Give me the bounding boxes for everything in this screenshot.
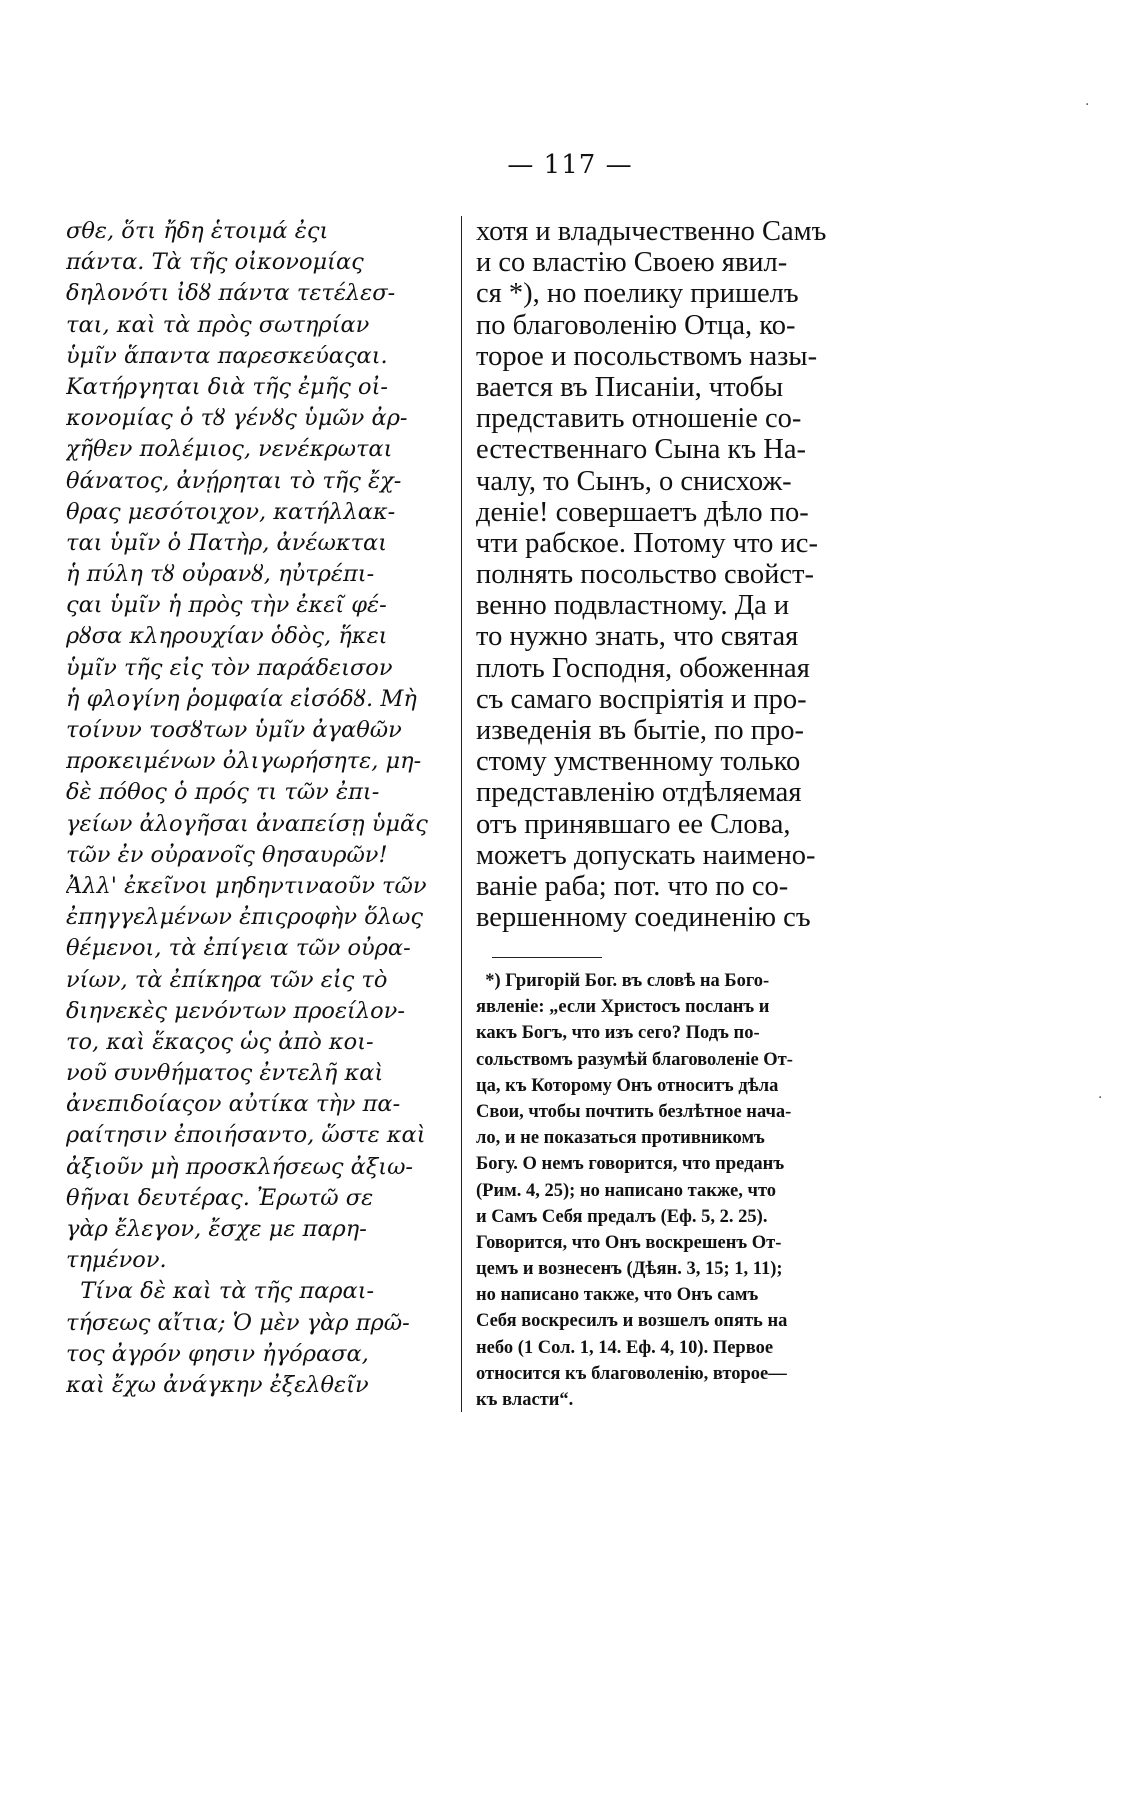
greek-text-line: γείων ἀλογῆσαι ἀναπείσῃ ὑμᾶς [66, 810, 428, 837]
greek-text-line: γὰρ ἔλεγον, ἔσχε με παρη- [66, 1216, 367, 1242]
column-divider [461, 216, 462, 1412]
greek-text-line: θρας μεσότοιχον, κατήλλακ- [66, 498, 396, 525]
footnote-rule [492, 957, 602, 958]
russian-text-line: можетъ допускать наимено- [476, 839, 816, 871]
greek-text-line: τῶν ἐν οὐρανοῖς θησαυρῶν! [66, 841, 388, 868]
russian-text-line: плоть Господня, обоженная [476, 652, 810, 684]
greek-text-line: προκειμένων ὀλιγωρήσητε, μη- [66, 748, 422, 775]
page-number: — 117 — [507, 150, 633, 180]
greek-text-line: ὑμῖν τῆς εἰς τὸν παράδεισον [66, 654, 393, 681]
russian-text-line: хотя и владычественно Самъ [476, 216, 827, 247]
russian-text-line: отъ принявшаго ее Слова, [476, 808, 791, 840]
footnote-line: Говорится, что Онъ воскрешенъ От- [476, 1232, 782, 1253]
footnote-line: но написано также, что Онъ самъ [476, 1285, 759, 1306]
greek-text-line: ἡ φλογίνη ῥομφαία εἰσόδȣ. Μὴ [66, 685, 417, 712]
greek-text-line: ἡ πύλη τȣ οὐρανȣ, ηὐτρέπι- [66, 561, 375, 588]
greek-text-line: ἀξιοῦν μὴ προσκλήσεως ἀξιω- [66, 1153, 414, 1180]
russian-text-line: вершенному соединенію съ [476, 902, 811, 934]
footnote [476, 968, 886, 1413]
greek-text-line: θάνατος, ἀνῄρηται τὸ τῆς ἔχ- [66, 467, 402, 494]
footnote-line: ло, и не показаться противникомъ [476, 1128, 765, 1149]
footnote-line: сольствомъ разумѣй благоволеніе От- [476, 1049, 793, 1070]
greek-text-line: τοίνυν τοσȣτων ὑμῖν ἀγαθῶν [66, 717, 402, 743]
russian-text-line: то нужно знать, что святая [476, 621, 799, 653]
footnote-line: какъ Богъ, что изъ сего? Подъ по- [476, 1023, 760, 1044]
russian-text-line: вается въ Писаніи, чтобы [476, 371, 784, 403]
footnote-line: *) Григорій Бог. въ словѣ на Бого- [476, 971, 770, 991]
russian-text-line: стому умственному только [476, 746, 801, 778]
russian-text-column [476, 216, 886, 933]
russian-text-line: съ самаго воспріятія и про- [476, 683, 807, 715]
greek-text-line: ραίτησιν ἐποιήσαντο, ὥστε καὶ [66, 1122, 426, 1149]
footnote-line: и Самъ Себя предалъ (Еф. 5, 2. 25). [476, 1206, 768, 1227]
footnote-line: Себя воскресилъ и возшелъ опять на [476, 1311, 788, 1332]
footnote-line: (Рим. 4, 25); но написано также, что [476, 1180, 777, 1201]
greek-text-line: κονομίας ὁ τȣ γένȣς ὑμῶν ἀρ- [66, 405, 408, 432]
footnote-line: явленіе: „если Христосъ посланъ и [476, 997, 770, 1018]
greek-text-line: τημένον. [66, 1247, 167, 1274]
footnote-line: цемъ и вознесенъ (Дѣян. 3, 15; 1, 11); [476, 1259, 783, 1280]
russian-text-line: и со властію Своею явил- [476, 247, 788, 279]
russian-text-line: полнять посольство свойст- [476, 559, 814, 591]
greek-text-line: σθε, ὅτι ἤδη ἑτοιμά ἐςι [66, 218, 329, 244]
greek-text-line: διηνεκὲς μενόντων προείλον- [66, 997, 405, 1024]
russian-text-line: чалу, то Сынъ, о снисхож- [476, 465, 792, 497]
greek-text-line: το, καὶ ἕκαςος ὡς ἀπὸ κοι- [66, 1028, 374, 1055]
greek-text-line: Κατήργηται διὰ τῆς ἐμῆς οἰ- [66, 373, 388, 400]
russian-text-line: ся *), но поелику пришелъ [476, 278, 799, 310]
greek-text-line: ἐπηγγελμένων ἐπιςροφὴν ὅλως [66, 904, 424, 931]
russian-text-line: торое и посольствомъ назы- [476, 340, 818, 372]
footnote-line: ца, къ Которому Онъ относитъ дѣла [476, 1075, 779, 1096]
footnote-line: Свои, чтобы почтить безлѣтное нача- [476, 1101, 792, 1122]
footnote-line: Богу. О немъ говорится, что преданъ [476, 1154, 785, 1175]
greek-text-line: ρȣσα κληρουχίαν ὁδὸς, ἥκει [66, 623, 388, 650]
russian-text-line: представить отношеніе со- [476, 403, 802, 435]
greek-text-line: δὲ πόθος ὁ πρός τι τῶν ἐπι- [66, 779, 380, 806]
russian-text-line: деніе! совершаетъ дѣло по- [476, 496, 809, 528]
russian-text-line: по благоволенію Отца, ко- [476, 309, 796, 341]
greek-text-line: καὶ ἔχω ἀνάγκην ἐξελθεῖν [66, 1371, 369, 1398]
greek-text-line: νίων, τὰ ἐπίκηρα τῶν εἰς τὸ [66, 966, 388, 993]
greek-text-line: Τίνα δὲ καὶ τὰ τῆς παραι- [66, 1278, 375, 1305]
greek-text-line: τήσεως αἴτια; Ὁ μὲν γὰρ πρῶ- [66, 1309, 410, 1336]
greek-text-line: θῆναι δευτέρας. Ἐρωτῶ σε [66, 1184, 374, 1211]
greek-text-line: ται, καὶ τὰ πρὸς σωτηρίαν [66, 311, 370, 338]
greek-text-line: θέμενοι, τὰ ἐπίγεια τῶν οὐρα- [66, 935, 411, 962]
footnote-line: къ власти“. [476, 1390, 574, 1410]
russian-text-line: естественнаго Сына къ На- [476, 434, 806, 466]
footnote-line: небо (1 Сол. 1, 14. Еф. 4, 10). Первое [476, 1337, 774, 1358]
russian-text-line: ваніе раба; пот. что по со- [476, 870, 789, 902]
greek-text-line: ται ὑμῖν ὁ Πατὴρ, ἀνέωκται [66, 529, 388, 556]
scan-speck: · [1085, 97, 1090, 113]
greek-text-line: χῆθεν πολέμιος, νενέκρωται [66, 436, 393, 463]
russian-text-line: изведенія въ бытіе, по про- [476, 715, 805, 746]
footnote-line: относится къ благоволенію, второе— [476, 1363, 787, 1384]
greek-text-line: ςαι ὑμῖν ἡ πρὸς τὴν ἐκεῖ φέ- [66, 592, 387, 619]
russian-text-line: чти рабское. Потому что ис- [476, 527, 818, 559]
greek-text-line: ὑμῖν ἅπαντα παρεσκεύαςαι. [66, 342, 388, 369]
greek-text-line: νοῦ συνθήματος ἐντελῆ καὶ [66, 1060, 384, 1087]
russian-text-line: венно подвластному. Да и [476, 590, 790, 622]
greek-text-line: δηλονότι ἰδȣ πάντα τετέλεσ- [66, 280, 396, 307]
greek-text-column [66, 216, 466, 1401]
greek-text-line: ἀνεπιδοίαςον αὐτίκα τὴν πα- [66, 1091, 401, 1118]
greek-text-line: Ἀλλ' ἐκεῖνοι μηδηντιναοῦν τῶν [66, 872, 427, 899]
russian-text-line: представленію отдѣляемая [476, 777, 802, 809]
greek-text-line: τος ἀγρόν φησιν ἠγόρασα, [66, 1340, 369, 1367]
scan-speck: · [1098, 1090, 1103, 1106]
greek-text-line: πάντα. Τὰ τῆς οἰκονομίας [66, 249, 364, 276]
